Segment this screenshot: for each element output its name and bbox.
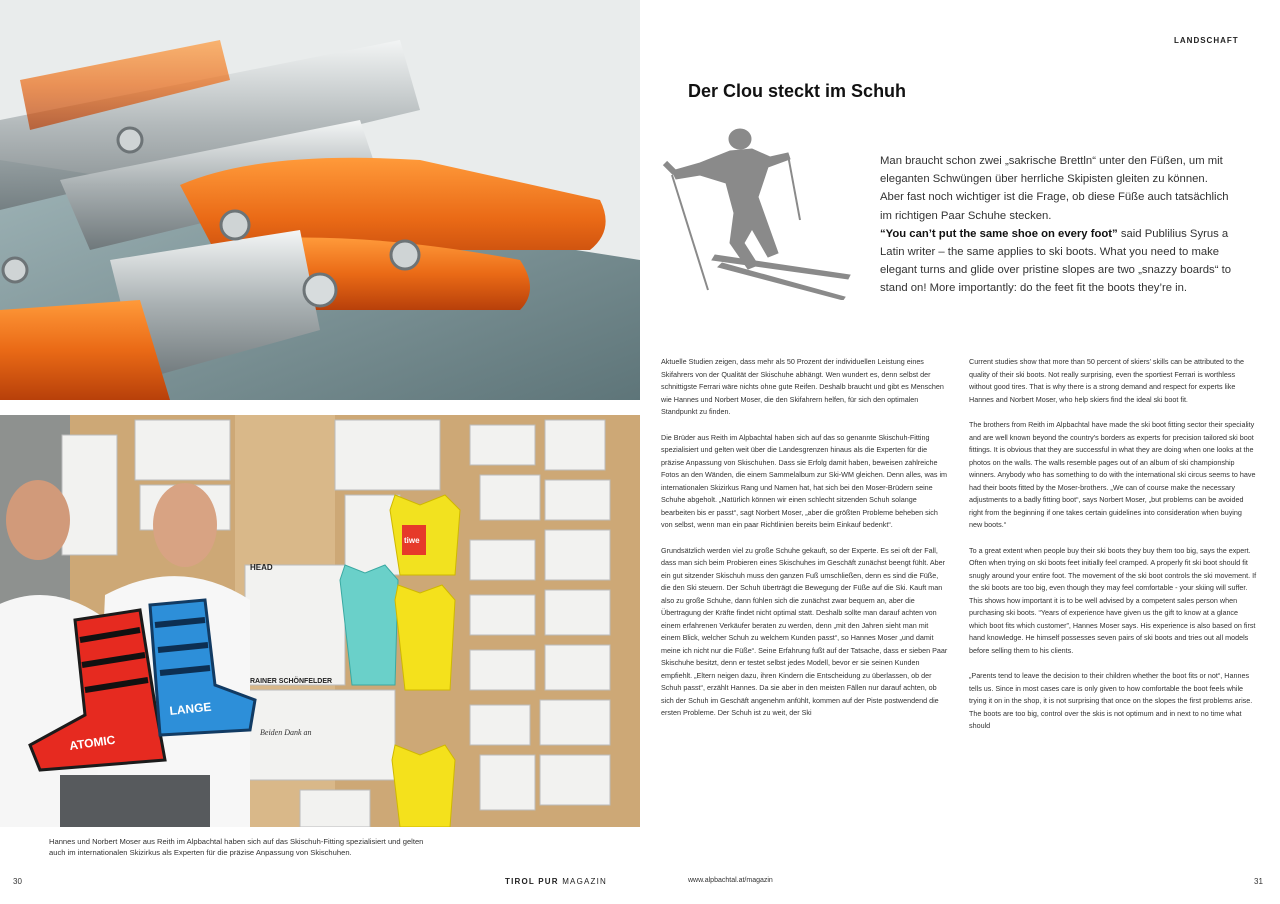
english-paragraph: Current studies show that more than 50 percent of skiers’ skills can be attributed to the quality of their ski boots. Not really surprising, even the sportiest Ferrari is worthless without good tires. That is why there is a strong demand and respect for experts like Hannes and Norbert Moser, who help skiers find the ideal ski boot fit.: [969, 357, 1244, 404]
german-paragraph: Aktuelle Studien zeigen, dass mehr als 50 Prozent der individuellen Leistung eines Skifahrers von der Qualität der Skischuhe abhängt. Wen wundert es, denn selbst der schnittigste Ferrari wäre nichts ohne gute Reifen. Deshalb braucht und gibt es Menschen wie Hannes und Norbert Moser, die den Skifahrern helfen, für sich den optimalen Standpunkt zu finden.: [661, 357, 944, 416]
article-intro: [880, 152, 1234, 298]
english-paragraph: To a great extent when people buy their ski boots they buy them too big, says the expert. Often when trying on ski boots feet initially feel cramped. A properly fit ski boot should fit snugly around your entire foot. The movement of the ski boot controls the ski movement. If the ski boots are too big, even though they may feel comfortable - your skiing will suffer. This shows how important it is to be well advised by a competent sales person when purchasing ski boots. “Years of experience have given us the gift to know at a glance which boot fits which customer”, Hannes Moser says. His experience is also based on first hand knowledge. He himself possesses seven pairs of ski boots and tries out all models before selling them to his clients.: [969, 545, 1257, 655]
head-sign-text: HEAD: [250, 563, 273, 572]
shop-wall-illustration: [0, 415, 640, 827]
atomic-boot-brand: ATOMIC: [68, 732, 117, 753]
photo-caption: Hannes und Norbert Moser aus Reith im Alpbachtal haben sich auf das Skischuh-Fitting spezialisiert und gelten auch im internationalen Skizirkus als Experten für die präzise Anpassung von Skischuhen.: [49, 837, 424, 857]
german-paragraph: Die Brüder aus Reith im Alpbachtal haben sich auf das so genannte Skischuh-Fitting spezialisiert und gelten weit über die Landesgrenzen hinaus als die Experten für die präzise Anpassung von Skischuhen. Dass sie Erfolg damit haben, beweisen zahlreiche Fotos an den Wänden, die einem Sammelalbum zur Ski-WM gleichen. Denn alles, was im internationalen Skizirkus Rang und Namen hat, hat sich bei den Moser-Brüdern seine Schuhe abgeholt. „Natürlich können wir einen schlecht sitzenden Schuh solange bearbeiten bis er passt“, sagt Norbert Moser, „aber die größten Probleme beheben sich von selbst, wenn man ein paar Richtlinien bereits beim Einkauf bedenkt“.: [661, 432, 948, 529]
page-number-left: 30: [13, 877, 22, 886]
ski-binding-illustration: [0, 0, 640, 400]
jersey-text: tiwe: [404, 536, 420, 545]
magazine-name: [505, 877, 607, 886]
skier-silhouette-icon: [660, 125, 855, 300]
rainer-sign-text: RAINER SCHÖNFELDER: [250, 678, 333, 685]
magazine-name-bold: TIROL PUR: [505, 877, 559, 886]
german-column: [661, 356, 949, 733]
moser-brothers-photo: [0, 415, 640, 827]
intro-english: said Publilius Syrus a Latin writer – the same applies to ski boots. What you need to make elegant turns and glide over pristine slopes are two „snazzy boards“ to stand on! More importantly: do the feet fit the boots they’re in.: [880, 227, 1232, 295]
ski-binding-photo: [0, 0, 640, 400]
intro-german: Man braucht schon zwei „sakrische Brettln“ unter den Füßen, um mit eleganten Schwüngen über herrliche Skipisten gleiten zu können. Aber fast noch wichtiger ist die Frage, ob diese Füße auch tatsächlich im richtigen Paar Schuhe stecken.: [880, 155, 1229, 222]
english-paragraph: „Parents tend to leave the decision to their children whether the boot fits or not“, Hannes tells us. Since in most cases care is only given to how comfortable the boot feels while trying it on in the shop, it is not surprising that once on the slopes the first problems arise. The boots are too big, control over the skis is not optimum and in next to no time what should: [969, 671, 1253, 730]
german-paragraph: Grundsätzlich werden viel zu große Schuhe gekauft, so der Experte. Es sei oft der Fall, dass man sich beim Probieren eines Skischuhes im Geschäft zunächst beengt fühlt. Aber ein gut sitzender Skischuh muss den ganzen Fuß umschließen, denn es sind die Füße, die den Ski steuern. Der Schuh überträgt die Bewegung der Füße auf die Ski. Kauft man also zu große Schuhe, dann fühlen sich die zunächst zwar bequem an, aber die Übertragung der Kräfte findet nicht optimal statt. Deshalb sollte man darauf achten von einem erfahrenen Verkäufer beraten zu werden, denn „mit den Jahren sieht man mit einem Blick, welcher Schuh zu welchem Kunden passt“, so Hannes Moser „und damit meine ich nicht nur die Füße“. Seine Erfahrung fußt auf der Tatsache, dass er sieben Paar Skischuhe besitzt, denn er testet selbst jedes Modell, bevor er sie seinen Kunden empfiehlt. „Eltern neigen dazu, ihren Kindern die Entscheidung zu überlassen, ob der Schuh passt“, erzählt Hannes. Da sie aber in den meisten Fällen nur darauf achten, ob sich der Schuh im Geschäft angenehm anfühlt, kommen auf der Piste postwendend die ersten Probleme. Der Schuh ist zu weit, der Ski: [661, 545, 948, 717]
autograph-card-text: Beiden Dank an: [260, 728, 312, 737]
english-column: [969, 356, 1257, 746]
page-number-right: 31: [1254, 877, 1263, 886]
intro-quote: “You can’t put the same shoe on every foot”: [880, 227, 1118, 240]
magazine-name-rest: MAGAZIN: [558, 877, 608, 886]
english-paragraph: The brothers from Reith im Alpbachtal have made the ski boot fitting sector their speciality and are well known beyond the country’s borders as experts for precision tailored ski boot fittings. It is obvious that they are successful in what they are doing when one looks at the photos on the walls. The walls resemble pages out of an album of ski championship winners. Anybody who has something to do with the international ski circus seems to have had their boots fitted by the Moser-brothers. „We can of course make the necessary adjustments to a badly fitting boot“, says Norbert Moser, „but problems can be avoided right from the beginning if one takes certain guidelines into consideration when buying new boots.“: [969, 420, 1256, 529]
section-label: LANDSCHAFT: [1174, 36, 1239, 45]
article-headline: Der Clou steckt im Schuh: [688, 81, 907, 101]
lange-boot-brand: LANGE: [168, 699, 213, 718]
website-url: www.alpbachtal.at/magazin: [688, 877, 773, 884]
